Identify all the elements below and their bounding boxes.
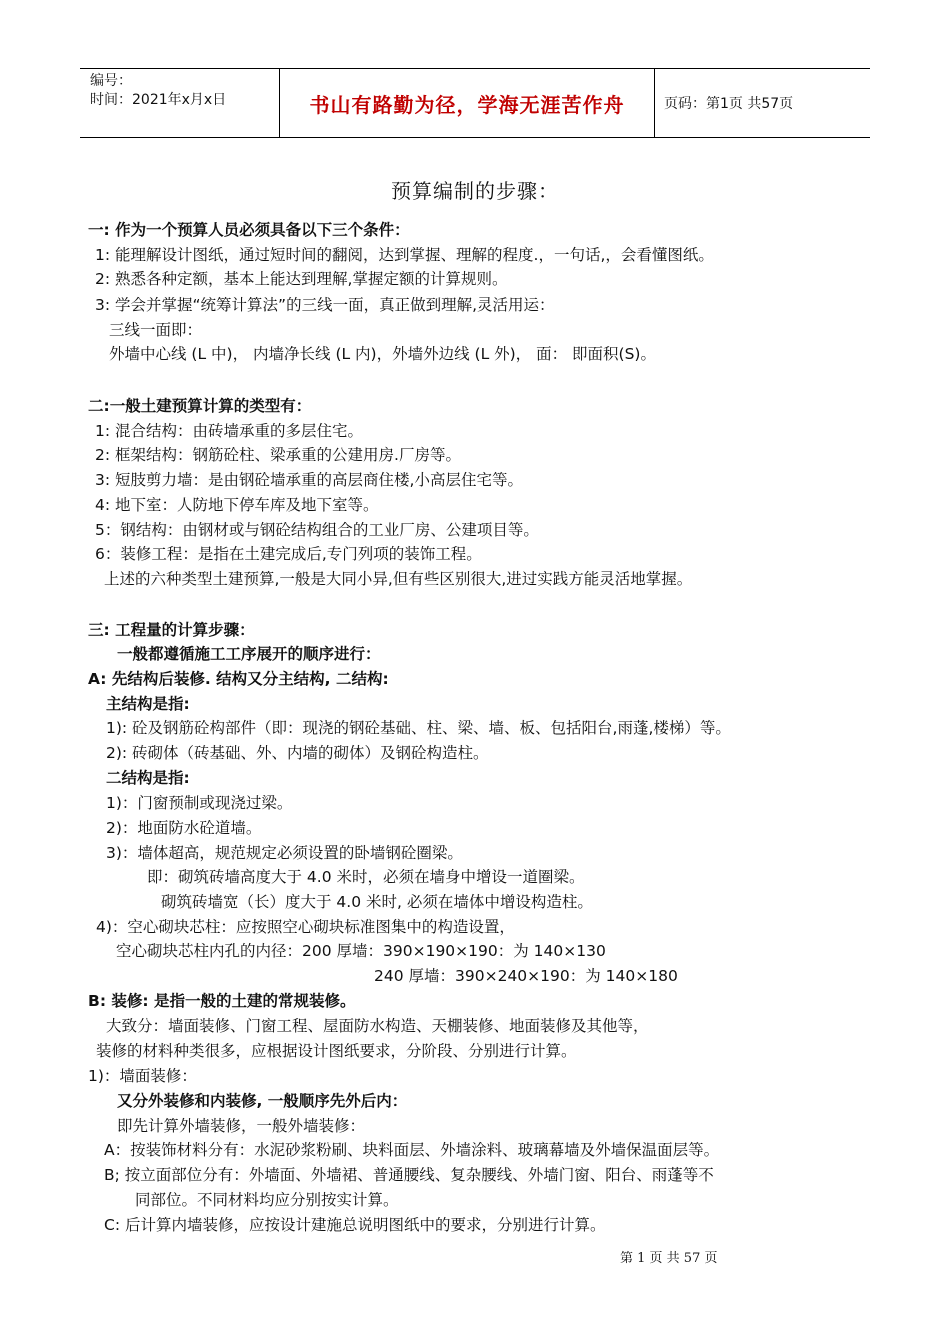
list-item: 1): 砼及钢筋砼构部件（即：现浇的钢砼基础、柱、梁、墙、板、包括阳台,雨蓬,楼梯）等。 (106, 719, 731, 737)
list-item: 2: 框架结构：钢筋砼柱、梁承重的公建用房.厂房等。 (95, 446, 461, 464)
header-motto: 书山有路勤为径，学海无涯苦作舟 (280, 69, 655, 137)
number-label: 编号： (90, 73, 132, 89)
paragraph-line: 上述的六种类型土建预算,一般是大同小异,但有些区别很大,进过实践方能灵活地掌握。 (104, 570, 693, 588)
list-item: 2): 砖砌体（砖基础、外、内墙的砌体）及钢砼构造柱。 (106, 744, 489, 762)
paragraph-line: 三线一面即： (109, 321, 203, 339)
list-item: 2)：地面防水砼道墙。 (106, 819, 262, 837)
section-2-heading: 二:一般土建预算计算的类型有： (88, 397, 312, 415)
date-label: 时间：2021年x月x日 (90, 92, 227, 108)
list-item: 4)：空心砌块芯柱：应按照空心砌块标准图集中的构造设置， (96, 918, 515, 936)
paragraph-line: 砌筑砖墙宽（长）度大于 4.0 米时, 必须在墙体中增设构造柱。 (161, 893, 593, 911)
paragraph-line: 又分外装修和内装修, 一般顺序先外后内： (117, 1092, 408, 1110)
list-item: 5：钢结构：由钢材或与钢砼结构组合的工业厂房、公建项目等。 (95, 521, 539, 539)
paragraph-line: 2: 熟悉各种定额，基本上能达到理解,掌握定额的计算规则。 (95, 270, 508, 288)
paragraph-line: 即先计算外墙装修，一般外墙装修： (117, 1117, 366, 1135)
document-header (80, 68, 870, 138)
list-item: 1: 混合结构：由砖墙承重的多层住宅。 (95, 422, 364, 440)
page-footer: 第 1 页 共 57 页 (620, 1251, 718, 1266)
paragraph-line: 空心砌块芯柱内孔的内径：200 厚墙：390×190×190：为 140×130 (116, 942, 606, 960)
list-item: C: 后计算内墙装修，应按设计建施总说明图纸中的要求，分别进行计算。 (104, 1216, 606, 1234)
list-item: 3: 短肢剪力墙：是由钢砼墙承重的高层商住楼,小高层住宅等。 (95, 471, 523, 489)
section-3-heading: 三: 工程量的计算步骤： (88, 621, 255, 639)
paragraph-line: 1: 能理解设计图纸，通过短时间的翻阅，达到掌握、理解的程度.，一句话,，会看懂图纸。 (95, 246, 714, 264)
paragraph-line: 240 厚墙：390×240×190：为 140×180 (374, 967, 678, 985)
paragraph-line: 装修的材料种类很多，应根据设计图纸要求，分阶段、分别进行计算。 (96, 1042, 577, 1060)
document-title: 预算编制的步骤： (391, 179, 559, 203)
list-item: 6：装修工程：是指在土建完成后,专门列项的装饰工程。 (95, 545, 482, 563)
subheading: 主结构是指: (106, 695, 190, 713)
header-page-info: 页码：第1页 共57页 (664, 96, 794, 112)
paragraph-line: 大致分：墙面装修、门窗工程、屋面防水构造、天棚装修、地面装修及其他等， (106, 1017, 649, 1035)
subheading: 二结构是指: (106, 769, 190, 787)
paragraph-line: 3: 学会并掌握“统筹计算法”的三线一面，真正做到理解,灵活用运： (95, 296, 555, 314)
list-item: A：按装饰材料分有：水泥砂浆粉刷、块料面层、外墙涂料、玻璃幕墙及外墙保温面层等。 (104, 1141, 720, 1159)
paragraph-line: 外墙中心线 (L 中)， 内墙净长线 (L 内)，外墙外边线 (L 外)， 面： 即面积(S)。 (109, 345, 656, 363)
subsection-a-heading: A: 先结构后装修. 结构又分主结构, 二结构: (88, 670, 389, 688)
paragraph-line: 一般都遵循施工工序展开的顺序进行： (117, 645, 381, 663)
subsection-b-heading: B: 装修: 是指一般的土建的常规装修。 (88, 992, 356, 1010)
paragraph-line: 同部位。不同材料均应分别按实计算。 (135, 1191, 399, 1209)
paragraph-line: 即：砌筑砖墙高度大于 4.0 米时，必须在墙身中增设一道圈梁。 (147, 868, 585, 886)
section-1-heading: 一: 作为一个预算人员必须具备以下三个条件： (88, 221, 410, 239)
list-item: 4: 地下室：人防地下停车库及地下室等。 (95, 496, 379, 514)
list-item: 3)：墙体超高，规范规定必须设置的卧墙钢砼圈梁。 (106, 844, 463, 862)
header-meta (80, 69, 280, 137)
list-item: 1)：门窗预制或现浇过梁。 (106, 794, 293, 812)
list-item: 1)：墙面装修： (88, 1067, 197, 1085)
list-item: B; 按立面部位分有：外墙面、外墙裙、普通腰线、复杂腰线、外墙门窗、阳台、雨蓬等不 (104, 1166, 714, 1184)
